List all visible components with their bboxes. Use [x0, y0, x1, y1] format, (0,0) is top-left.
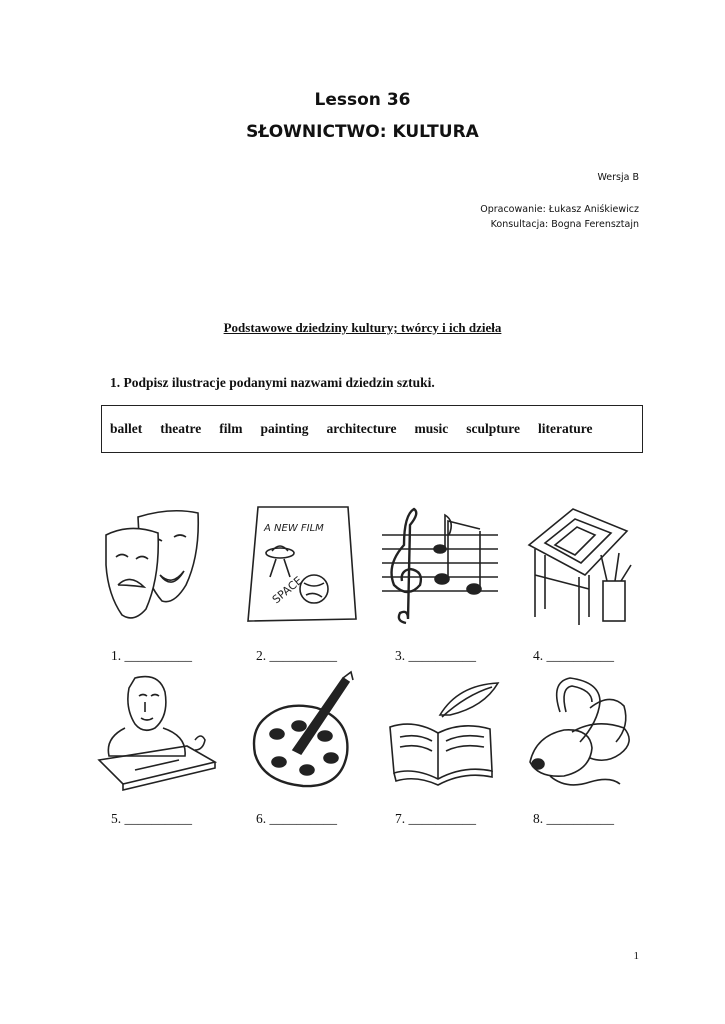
version-label: Wersja B	[597, 172, 639, 183]
word-ballet: ballet	[110, 421, 143, 436]
word-painting: painting	[260, 421, 309, 436]
author-line: Opracowanie: Łukasz Aniśkiewicz	[480, 204, 639, 215]
film-poster-icon	[240, 503, 362, 623]
poster-title-text: A NEW FILM	[264, 523, 324, 534]
consultant-line: Konsultacja: Bogna Ferensztajn	[490, 219, 639, 230]
label-4: 4. __________	[533, 648, 614, 663]
music-notes-icon	[380, 505, 502, 625]
word-architecture: architecture	[326, 421, 397, 436]
word-bank	[101, 405, 643, 453]
paint-palette-icon	[243, 670, 365, 790]
word-film: film	[219, 421, 243, 436]
sculptor-bust-icon	[95, 672, 217, 792]
section-title: Podstawowe dziedziny kultury; twórcy i ich dzieła	[223, 320, 502, 335]
lesson-title: Lesson 36	[314, 90, 411, 110]
task-instruction: 1. Podpisz ilustracje podanymi nazwami dziedzin sztuki.	[110, 375, 435, 390]
word-theatre: theatre	[160, 421, 202, 436]
word-sculpture: sculpture	[466, 421, 521, 436]
label-6: 6. __________	[256, 811, 337, 826]
word-music: music	[414, 421, 449, 436]
topic-title: SŁOWNICTWO: KULTURA	[246, 122, 479, 142]
label-7: 7. __________	[395, 811, 476, 826]
label-8: 8. __________	[533, 811, 614, 826]
label-2: 2. __________	[256, 648, 337, 663]
poster-space-text: SPACE	[269, 573, 305, 607]
book-quill-icon	[380, 675, 502, 795]
label-5: 5. __________	[111, 811, 192, 826]
label-1: 1. __________	[111, 648, 192, 663]
theatre-masks-icon	[100, 505, 222, 625]
label-3: 3. __________	[395, 648, 476, 663]
drafting-table-icon	[515, 505, 637, 625]
word-literature: literature	[538, 421, 593, 436]
ballet-shoes-icon	[520, 672, 642, 792]
page-number: 1	[633, 950, 639, 962]
